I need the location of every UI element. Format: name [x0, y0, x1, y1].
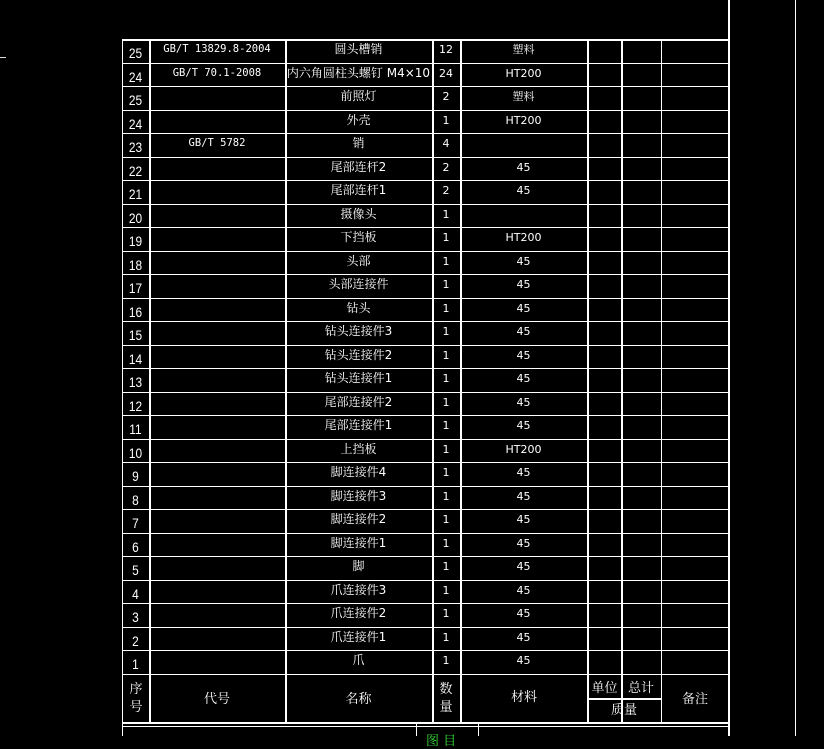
cell-qty: 1 — [442, 536, 450, 550]
cell-mat: 45 — [516, 653, 531, 667]
cell-no: 12 — [128, 398, 143, 415]
cell-code — [149, 320, 285, 343]
header-qty-1: 数 — [439, 681, 453, 697]
grid-vline — [416, 722, 417, 736]
cell-qty: 1 — [442, 418, 450, 432]
header-name: 名称 — [345, 691, 372, 707]
cell-qty: 4 — [442, 136, 450, 150]
grid-vline — [728, 0, 730, 736]
cell-name: 脚连接件3 — [330, 489, 387, 504]
cell-no: 17 — [128, 280, 143, 297]
cell-mat: 45 — [516, 160, 531, 174]
cell-code: GB/T 5782 — [188, 137, 246, 149]
grid-vline — [795, 0, 796, 736]
cell-mat: 45 — [516, 536, 531, 550]
cell-qty: 1 — [442, 442, 450, 456]
cell-name: 脚 — [352, 559, 365, 574]
cell-no: 18 — [128, 257, 143, 274]
cell-no: 11 — [129, 421, 142, 438]
cell-mat: 45 — [516, 606, 531, 620]
cell-code — [149, 179, 285, 202]
grid-vline — [478, 722, 479, 736]
cell-mat — [460, 203, 587, 226]
cell-name: 圆头槽销 — [334, 42, 383, 57]
header-material: 材料 — [510, 689, 537, 705]
cell-code — [149, 579, 285, 602]
cell-name: 爪连接件1 — [330, 630, 387, 645]
cell-mat: HT200 — [505, 113, 542, 127]
cell-code — [149, 273, 285, 296]
cell-mat: 45 — [516, 277, 531, 291]
cell-mat: 45 — [516, 465, 531, 479]
cell-code: GB/T 70.1-2008 — [172, 67, 262, 79]
cell-name: 头部 — [346, 254, 371, 269]
cell-name: 钻头连接件2 — [324, 348, 393, 363]
header-unit: 单位 — [591, 680, 618, 696]
cell-code — [149, 414, 285, 437]
cell-code — [149, 508, 285, 531]
cell-qty: 1 — [442, 113, 450, 127]
cell-no: 23 — [128, 139, 143, 156]
cell-name: 头部连接件 — [328, 277, 389, 292]
cell-name: 爪连接件2 — [330, 606, 387, 621]
cell-mat: 45 — [516, 324, 531, 338]
cell-name: 内六角圆柱头螺钉 M4×10 — [286, 66, 431, 81]
cell-mat: 45 — [516, 512, 531, 526]
cell-mat: 45 — [516, 489, 531, 503]
cell-mat: HT200 — [505, 442, 542, 456]
cell-code — [149, 461, 285, 484]
cell-no: 10 — [128, 445, 143, 462]
cell-name: 上挡板 — [340, 442, 377, 457]
cell-qty: 1 — [442, 348, 450, 362]
cell-code — [149, 156, 285, 179]
cell-qty: 1 — [442, 230, 450, 244]
cell-qty: 1 — [442, 465, 450, 479]
cell-code — [149, 367, 285, 390]
cell-name: 爪 — [352, 653, 365, 668]
header-remark: 备注 — [681, 691, 708, 707]
cell-mat: 45 — [516, 583, 531, 597]
cell-no: 21 — [128, 186, 143, 203]
cell-qty: 1 — [442, 371, 450, 385]
cell-no: 25 — [128, 45, 143, 62]
cell-mat: 塑料 — [512, 89, 535, 103]
cell-code — [149, 649, 285, 672]
cell-no: 15 — [128, 327, 143, 344]
cell-name: 下挡板 — [340, 230, 377, 245]
cell-name: 尾部连杆1 — [330, 183, 387, 198]
cell-no: 2 — [132, 633, 139, 650]
cell-code — [149, 532, 285, 555]
cell-qty: 1 — [442, 489, 450, 503]
cell-mat: 45 — [516, 418, 531, 432]
cell-code — [149, 203, 285, 226]
cell-no: 4 — [132, 586, 139, 603]
cell-qty: 1 — [442, 653, 450, 667]
cell-no: 7 — [132, 515, 139, 532]
cell-no: 24 — [128, 116, 143, 133]
cell-code — [149, 391, 285, 414]
cell-code: GB/T 13829.8-2004 — [163, 43, 271, 55]
cell-no: 6 — [132, 539, 139, 556]
grid-hline — [122, 674, 728, 675]
cell-mat: 塑料 — [512, 42, 535, 56]
cell-name: 脚连接件4 — [330, 465, 387, 480]
cell-qty: 1 — [442, 606, 450, 620]
cell-code — [149, 626, 285, 649]
cell-name: 摄像头 — [340, 207, 377, 222]
cell-mat: 45 — [516, 348, 531, 362]
cell-name: 脚连接件2 — [330, 512, 387, 527]
cell-qty: 1 — [442, 559, 450, 573]
cell-qty: 2 — [442, 89, 450, 103]
cell-no: 9 — [132, 468, 139, 485]
header-total: 总计 — [627, 680, 654, 696]
cell-code — [149, 226, 285, 249]
cell-qty: 1 — [442, 254, 450, 268]
cell-name: 尾部连接件1 — [324, 418, 393, 433]
cell-code — [149, 250, 285, 273]
grid-hline — [122, 722, 728, 724]
cell-mat: 45 — [516, 559, 531, 573]
partial-title-text: 图 目 — [426, 734, 457, 749]
cell-code — [149, 485, 285, 508]
cell-mat: 45 — [516, 395, 531, 409]
cell-qty: 1 — [442, 512, 450, 526]
cell-code — [149, 344, 285, 367]
cell-qty: 24 — [439, 66, 453, 80]
cell-qty: 1 — [442, 207, 450, 221]
cell-qty: 1 — [442, 395, 450, 409]
cell-name: 钻头连接件1 — [324, 371, 393, 386]
cell-qty: 2 — [442, 183, 450, 197]
cell-no: 13 — [128, 374, 143, 391]
cell-mat: 45 — [516, 371, 531, 385]
cell-mat: 45 — [516, 183, 531, 197]
cell-mat: 45 — [516, 254, 531, 268]
cell-qty: 1 — [442, 583, 450, 597]
cell-name: 爪连接件3 — [330, 583, 387, 598]
cell-qty: 1 — [442, 324, 450, 338]
cell-mat — [460, 132, 587, 155]
cell-mat: 45 — [516, 301, 531, 315]
cell-name: 钻头连接件3 — [324, 324, 393, 339]
cell-no: 24 — [128, 69, 143, 86]
cell-no: 5 — [132, 562, 139, 579]
cell-no: 14 — [128, 351, 143, 368]
cell-mat: 45 — [516, 630, 531, 644]
grid-vline — [621, 39, 623, 722]
cell-mat: HT200 — [505, 66, 542, 80]
header-qty-2: 量 — [439, 699, 453, 715]
grid-vline — [122, 39, 123, 736]
cell-name: 销 — [352, 136, 365, 151]
cell-code — [149, 109, 285, 132]
cell-code — [149, 438, 285, 461]
cell-mat: HT200 — [505, 230, 542, 244]
cell-code — [149, 297, 285, 320]
cell-name: 钻头 — [346, 301, 371, 316]
cell-qty: 1 — [442, 277, 450, 291]
cell-no: 16 — [128, 304, 143, 321]
cell-no: 3 — [132, 609, 139, 626]
cell-name: 前照灯 — [340, 89, 377, 104]
cell-name: 外壳 — [346, 113, 371, 128]
grid-vline — [587, 39, 589, 722]
cell-name: 尾部连杆2 — [330, 160, 387, 175]
cell-no: 8 — [132, 492, 139, 509]
cell-code — [149, 602, 285, 625]
cell-code — [149, 85, 285, 108]
cell-code — [149, 555, 285, 578]
cell-name: 脚连接件1 — [330, 536, 387, 551]
cell-no: 1 — [132, 656, 139, 673]
cell-qty: 1 — [442, 301, 450, 315]
cell-no: 25 — [128, 92, 143, 109]
cell-name: 尾部连接件2 — [324, 395, 393, 410]
cell-qty: 1 — [442, 630, 450, 644]
cell-qty: 12 — [439, 42, 453, 56]
cell-no: 19 — [128, 233, 143, 250]
header-no-2: 号 — [129, 699, 143, 715]
cell-no: 22 — [128, 163, 143, 180]
header-mass: 质量 — [610, 703, 637, 718]
cell-qty: 2 — [442, 160, 450, 174]
header-no-1: 序 — [129, 681, 143, 697]
cell-no: 20 — [128, 210, 143, 227]
grid-vline — [661, 39, 662, 722]
grid-hline — [122, 726, 728, 727]
header-code: 代号 — [203, 691, 230, 707]
